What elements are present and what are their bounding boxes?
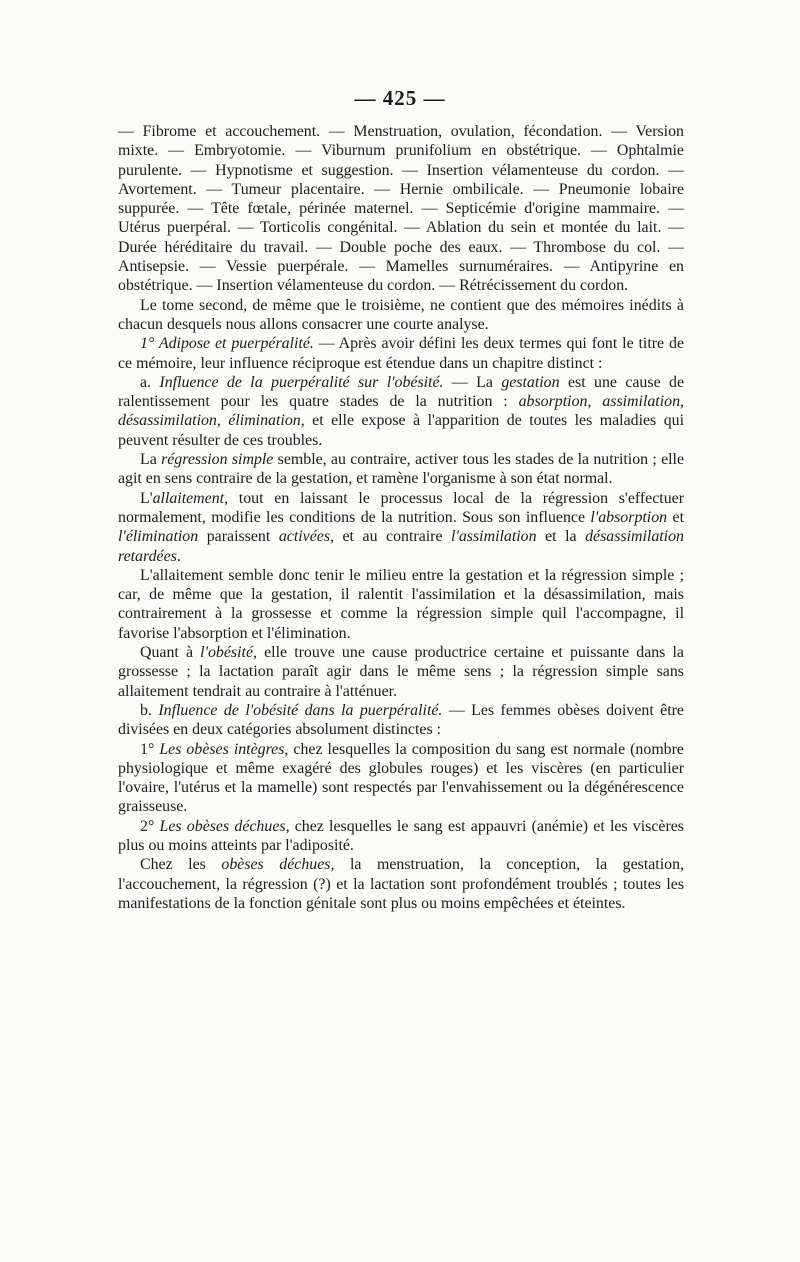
paragraph-obeses-integres	[118, 740, 684, 817]
term-allaitement: allaitement	[152, 489, 225, 507]
term-desassimilation: désassimilation retardées	[118, 528, 684, 565]
section-heading-b: Influence de l'obésité dans la puerpéralité.	[158, 701, 443, 719]
text-run: La	[140, 451, 162, 469]
text-run: L'	[140, 489, 153, 507]
term-absorption: absorption	[518, 393, 588, 411]
item-prefix-a: a.	[140, 373, 160, 391]
text-run: — La	[443, 373, 502, 391]
text-run: , la menstruation, la conception, la gestation, l'accouchement, la régression (?) et la lactation sont profondément troublés ; toutes les manifestations de la fonction génitale sont plus ou moins empêchées et éteintes.	[118, 856, 684, 912]
text-run: paraissent	[198, 528, 279, 546]
paragraph-adipose-text: — Après avoir défini les deux termes qui font le titre de ce mémoire, leur influence réciproque est étendue dans un chapitre distinct :	[118, 335, 684, 372]
section-heading-adipose: 1° Adipose et puerpéralité.	[140, 335, 314, 353]
paragraph-adipose	[118, 334, 684, 373]
term-obeses-dechues: Les obèses déchues	[159, 817, 286, 835]
paragraph-tome-second: Le tome second, de même que le troisième, ne contient que des mémoires inédits à chacun desquels nous allons consacrer une courte analyse.	[118, 296, 684, 333]
text-run: .	[176, 547, 181, 565]
term-obeses-integres: Les obèses intègres	[159, 740, 285, 758]
paragraph-obeses-dechues	[118, 817, 684, 856]
text-run: , chez lesquelles le sang est appauvri (anémie) et les viscères plus ou moins atteints par l'adiposité.	[118, 817, 684, 854]
item-prefix-2: 2°	[140, 817, 160, 835]
term-activees: activées	[278, 528, 330, 546]
term-absorption: l'absorption	[590, 508, 668, 526]
paragraph-influence-a	[118, 373, 684, 450]
text-run: ,	[587, 393, 603, 411]
paragraph-regression	[118, 450, 684, 489]
section-heading-a: Influence de la puerpéralité sur l'obésité.	[159, 373, 444, 391]
term-obesite: l'obésité	[200, 644, 253, 662]
topic-list-paragraph: — Fibrome et accouchement. — Menstruation, ovulation, fécondation. — Version mixte. — Embryotomie. — Viburnum prunifolium en obstétrique. — Ophtalmie purulente. — Hypnotisme et suggestion. — Insertion vélamenteuse du cordon. — Avortement. — Tumeur placentaire. — Hernie ombilicale. — Pneumonie lobaire suppurée. — Tête fœtale, périnée maternel. — Septicémie d'origine mammaire. — Utérus puerpéral. — Torticolis congénital. — Ablation du sein et montée du lait. — Durée héréditaire du travail. — Double poche des eaux. — Thrombose du col. — Antisepsie. — Vessie puerpérale. — Mamelles surnuméraires. — Antipyrine en obstétrique. — Insertion vélamenteuse du cordon. — Rétrécissement du cordon.	[118, 123, 684, 295]
item-prefix-b: b.	[140, 701, 159, 719]
term-gestation: gestation	[501, 373, 560, 391]
text-run: est une cause de ralentissement pour les quatre stades de la nutrition :	[118, 373, 685, 411]
term-regression-simple: régression simple	[161, 451, 274, 469]
paragraph-chez-obeses-dechues	[118, 855, 684, 913]
text-run: et elle expose à l'apparition de toutes les maladies qui peuvent résulter de ces troubles.	[118, 412, 685, 449]
text-run: Chez les	[140, 856, 222, 874]
text-run: , chez lesquelles la composition du sang est normale (nombre physiologique et même exagéré des globules rouges) et les viscères (en particulier l'ovaire, l'utérus et la mamelle) sont respectés par l'envahissement ou la dégénérescence graisseuse.	[118, 740, 684, 816]
term-elimination: l'élimination	[118, 528, 199, 546]
term-assimilation: l'assimilation	[451, 528, 537, 546]
paragraph-allaitement-milieu: L'allaitement semble donc tenir le milieu entre la gestation et la régression simple ; car, de même que la gestation, il ralentit l'assimilation et la désassimilation, mais contrairement à la grossesse et comme la régression simple quil l'accompagne, il favorise l'absorption et l'élimination.	[118, 566, 684, 642]
text-run: — Les femmes obèses doivent être divisées en deux catégories absolument distinctes :	[118, 701, 684, 739]
text-run: , tout en laissant le processus local de la régression s'effectuer normalement, modifie les conditions de la nutrition. Sous son influence	[118, 489, 684, 526]
term-obeses-dechues: obèses déchues	[221, 856, 331, 874]
text-run: , et au contraire	[330, 528, 452, 546]
text-run: , elle trouve une cause productrice certaine et puissante dans la grossesse ; la lactation paraît agir dans le même sens ; la régression simple sans allaitement tendrait au contraire à l'atténuer.	[118, 644, 684, 700]
page-number: — 425 —	[354, 86, 446, 110]
text-run: semble, au contraire, activer tous les stades de la nutrition ; elle agit en sens contraire de la gestation, et ramène l'organisme à son état normal.	[118, 451, 685, 488]
term-assimilation: assimilation, désassimilation, élimination,	[118, 393, 685, 430]
text-run: Quant à	[140, 644, 201, 662]
body-text	[118, 122, 684, 913]
text-run: et	[667, 508, 684, 526]
text-run: et la	[536, 528, 586, 546]
paragraph-allaitement	[118, 489, 684, 566]
item-prefix-1: 1°	[140, 740, 160, 758]
paragraph-obesite	[118, 643, 684, 701]
paragraph-influence-b	[118, 701, 684, 740]
